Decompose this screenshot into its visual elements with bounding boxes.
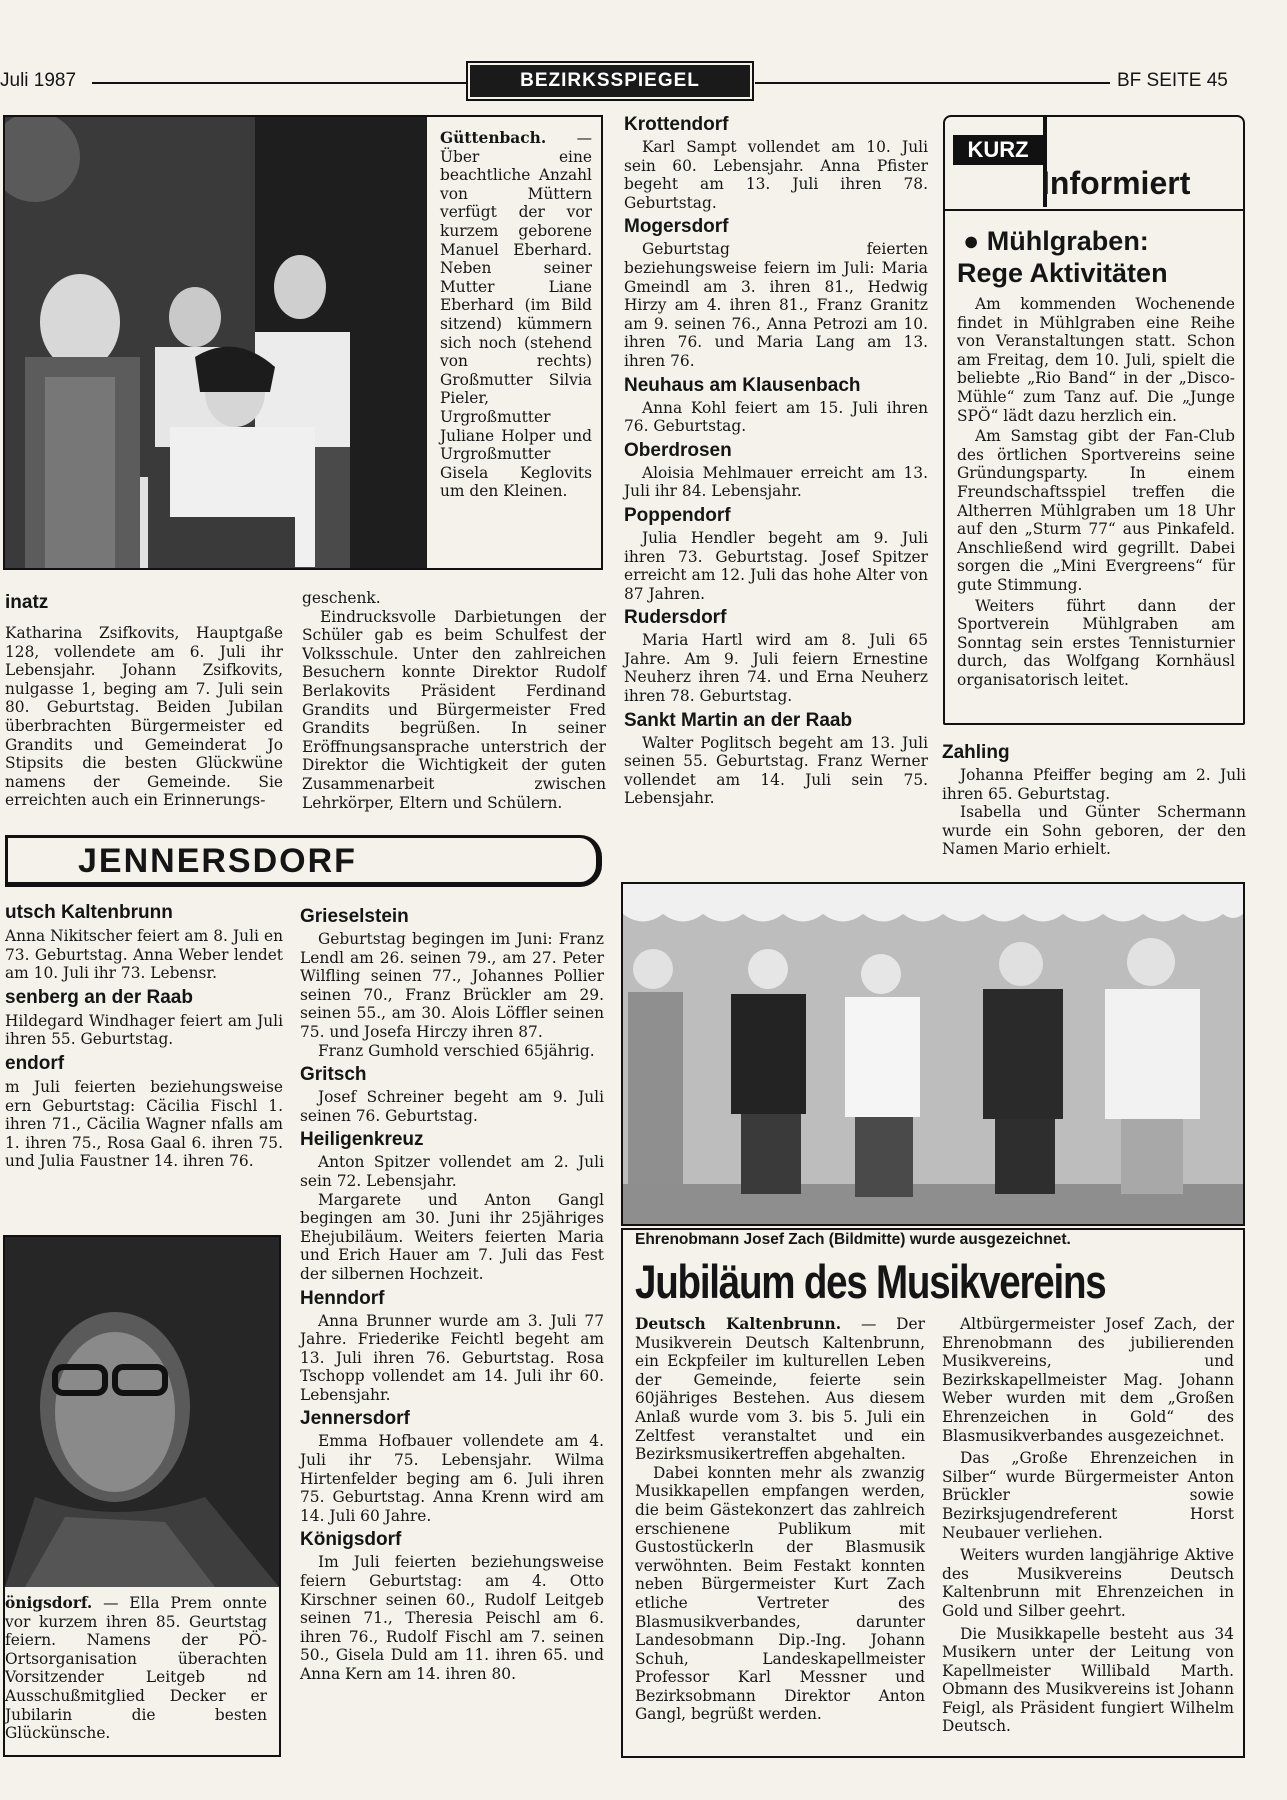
article-c2p3: Weiters wurden langjährige Aktive des Musikvereins Deutsch Kaltenbrunn mit Ehrenzeichen in Gold und Silber geehrt. [942,1546,1234,1620]
col3-entry-0 [624,114,928,212]
col2-heading: Heiligenkreuz [300,1129,424,1151]
caption-place: Güttenbach. [440,129,547,147]
col2-heading: Grieselstein [300,906,409,927]
mid-top-p2: Eindrucksvolle Darbietungen der Schüler gab es beim Schulfest der Volksschule. Unter den zahlreichen Besuchern konnte Direktor Rudolf Berlakovits Präsident Ferdinand Grandits und Bürgermeister Fred Grandits begrüßen. In seiner Eröffnungsansprache unterstrich der Direktor die Wichtigkeit der guten Zusammenarbeit zwischen Lehrkörper, Eltern und Schülern. [302,607,606,812]
kurz-p3: Weiters führt dann der Sportverein Mühlgraben am Sonntag sein erstes Tennisturnier durch, das Wolfgang Kornhäusl organisatorisch leitet. [957,596,1235,689]
col3-text: Maria Hartl wird am 8. Juli 65 Jahre. Am 9. Juli feiern Ernestine Neuherz ihren 74. und Erna Neuherz ihren 78. Geburtstag. [624,631,928,706]
portrait-photo-image [5,1237,279,1587]
article-headline: Jubiläum des Musikvereins [635,1255,1106,1308]
article-c2p4: Die Musikkapelle besteht aus 34 Musikern unter der Leitung von Kapellmeister Willibald Marth. Obmann des Musikvereins ist Johann Feigl, als Präsident fungiert Wilhelm Deutsch. [942,1624,1234,1736]
col2-entry-3 [300,1288,604,1405]
page-number: BF SEITE 45 [1117,70,1228,91]
col2-heading: Gritsch [300,1064,367,1086]
kurz-headline-2: Rege Aktivitäten [957,258,1168,288]
kurz-p2: Am Samstag gibt der Fan-Club des örtlichen Sportvereins seine Gründungsparty. In einem Freundschaftsspiel treffen die Altherren Mühlgraben um 18 Uhr auf den „Sturm 77“ aus Pinkafeld. Anschließend wird gegrillt. Dabei sorgen die „Mini Evergreens“ für gute Stimmung. [957,427,1235,594]
col2-heading: Jennersdorf [300,1408,410,1430]
col2-entry-4 [300,1408,604,1525]
zahling-p2: Isabella und Günter Schermann wurde ein Sohn geboren, der den Namen Mario erhielt. [942,803,1246,859]
article-c2p1: Altbürgermeister Josef Zach, der Ehrenobmann des jubilierenden Musikvereins, und Bezirkskapellmeister Mag. Johann Weber wurden mit dem „Großen Ehrenzeichen in Gold“ des Blasmusikverbandes ausgezeichnet. [942,1315,1234,1445]
photo-guettenbach-caption [440,129,592,501]
col3-text: Karl Sampt vollendet am 10. Juli sein 60. Lebensjahr. Anna Pfister begeht am 13. Juli ihren 78. Geburtstag. [624,138,928,212]
mid-top-p1: geschenk. [302,589,381,607]
col1-entry-2 [5,1053,283,1171]
photo-guettenbach [5,117,427,568]
col1-entry-1 [5,987,283,1049]
col2-para: Margarete und Anton Gangl begingen am 30. Juni ihr 25jähriges Ehejubiläum. Weiters feierten Maria und Erich Hauer am 7. Juli das Fest der silbernen Hochzeit. [300,1190,604,1283]
section-title: BEZIRKSSPIEGEL [470,65,750,97]
col3-heading: Rudersdorf [624,607,727,629]
left-top-text: Katharina Zsifkovits, Hauptgaße 128, vollendete am 6. Juli ihr Lebensjahr. Johann Zsifkovits, nulgasse 1, beging am 7. Juli sein 80. Geburtstag. Beiden Jubilan überbrachten Bürgermeister ed Grandits und Gemeinderat Jo Stipsits die besten Glückwüne namens der Gemeinde. Sie erreichten auch ein Erinnerungs- [5,624,283,810]
col1-heading: endorf [5,1052,65,1074]
photo-koenigsdorf-caption [5,1594,267,1743]
caption-place: önigsdorf. [5,1594,93,1612]
kurz-title: Informiert [1041,165,1191,201]
col3-text: Walter Poglitsch begeht am 13. Juli seinen 55. Geburtstag. Franz Werner vollendet am 14. Juli sein 75. Lebensjahr. [624,733,928,808]
col3-text: Geburtstag feierten beziehungsweise feiern im Juli: Maria Gmeindl am 3. ihren 81., Hedwig Hirzy am 4. ihren 81., Franz Granitz am 9. seinen 76., Anna Petrozi am 10. ihren 76. und Maria Lang am 13. ihren 76. [624,240,928,370]
col3-heading: Mogersdorf [624,216,729,238]
group-photo-image [623,884,1243,1224]
zahling-heading: Zahling [942,742,1010,763]
kurz-p1: Am kommenden Wochenende findet in Mühlgraben eine Reihe von Veranstaltungen statt. Schon am Freitag, dem 10. Juli, spielt die beliebte „Rio Band“ in der „Disco-Mühle“ zum Tanz auf. Die „Junge SPÖ“ lädt dazu herzlich ein. [957,295,1235,425]
photo-musikverein-caption: Ehrenobmann Josef Zach (Bildmitte) wurde ausgezeichnet. [635,1231,1071,1248]
kurz-body [957,295,1235,689]
col3-heading: Poppendorf [624,504,731,526]
col2-heading: Henndorf [300,1287,385,1309]
col3-entry-3 [624,440,928,501]
col3-text: Aloisia Mehlmauer erreicht am 13. Juli ihr 84. Lebensjahr. [624,463,928,501]
col2-para: Emma Hofbauer vollendete am 4. Juli ihr 75. Lebensjahr. Wilma Hirtenfelder beging am 6. Juli ihren 75. Geburtstag. Anna Krenn wird am 14. Juli 60 Jahre. [300,1432,604,1525]
photo-musikverein [623,884,1243,1224]
col1-text: m Juli feierten beziehungsweise ern Geburtstag: Cäcilia Fischl 1. ihren 71., Cäcilia Wagner nfalls am 1. ihren 75., Rosa Gaal 6. ihren 75. und Julia Faustner 14. ihren 76. [5,1077,283,1171]
article-c1p1 [635,1315,925,1464]
col2-para: Anna Brunner wurde am 3. Juli 77 Jahre. Friederike Feichtl begeht am 13. Juli ihren 76. Geburtstag. Rosa Tschopp vollendet am 14. Juli ihr 60. Lebensjahr. [300,1311,604,1404]
col1-bottom [5,898,283,1171]
article-lead: — Der Musikverein Deutsch Kaltenbrunn, ein Eckpfeiler im kulturellen Leben der Gemeinde, feierte sein 60jähriges Bestehen. Aus diesem Anlaß wurde vom 3. bis 5. Juli ein Zeltfest veranstaltet und ein Bezirksmusikertreffen abgehalten. [635,1315,925,1464]
col3-entry-5 [624,607,928,705]
col2-entry-5 [300,1529,604,1683]
mid-top-column [302,589,606,812]
col3-heading: Neuhaus am Klausenbach [624,374,861,396]
article-place: Deutsch Kaltenbrunn. [635,1315,842,1333]
col2-entry-2 [300,1129,604,1283]
article-col2 [942,1315,1234,1736]
col1-text: Hildegard Windhager feiert am Juli ihren 55. Geburtstag. [5,1011,283,1049]
kurz-informiert-box [943,115,1245,725]
col2-bottom [300,902,604,1684]
kurz-badge: KURZ [953,135,1043,165]
zahling-p1: Johanna Pfeiffer beging am 2. Juli ihren 65. Geburtstag. [942,766,1246,803]
col3-column [624,110,928,808]
col2-para: Im Juli feierten beziehungsweise feiern Geburtstag: am 4. Otto Kirschner seinen 60., Rudolf Leitgeb seinen 71., Theresia Peischl am 6. ihren 76., Rudolf Fischl am 7. seinen 50., Gisela Duld am 11. ihren 65. und Anna Kern am 14. ihren 80. [300,1553,604,1683]
family-photo-image [5,117,427,568]
col3-heading: Oberdrosen [624,439,732,461]
col1-heading: utsch Kaltenbrunn [5,902,173,923]
col3-entry-1 [624,216,928,370]
jennersdorf-banner: JENNERSDORF [5,835,602,887]
col2-para: Josef Schreiner begeht am 9. Juli seinen 76. Geburtstag. [300,1088,604,1125]
caption-text: — Über eine beachtliche Anzahl von Müttern verfügt der vor kurzem geborene Manuel Eberhard. Neben seiner Mutter Liane Eberhard (im Bild sitzend) kümmern sich noch (stehend von rechts) Großmutter Silvia Pieler, Urgroßmutter Juliane Holper und Urgroßmutter Gisela Keglovits um den Kleinen. [440,129,592,501]
kurz-header-rule [945,209,1243,211]
left-top-heading: inatz [5,592,49,613]
article-c1p2: Dabei konnten mehr als zwanzig Musikkapellen empfangen werden, die beim Gästekonzert das zahlreich erschienene Publikum mit Gustostückerln der Blasmusik verwöhnten. Beim Festakt konnten neben Bürgermeister Kurt Zach etliche Vertreter des Blasmusikverbandes, darunter Landesobmann Dip.-Ing. Johann Schuh, Landeskapellmeister Professor Karl Messner und Bezirksobmann Direktor Anton Gangl, begrüßt werden. [635,1463,925,1724]
photo-koenigsdorf [5,1237,279,1587]
col2-para: Franz Gumhold verschied 65jährig. [318,1041,595,1060]
header-rule-left [92,82,467,84]
col3-entry-4 [624,505,928,603]
col2-heading: Königsdorf [300,1529,402,1551]
col2-para: Anton Spitzer vollendet am 2. Juli sein 72. Lebensjahr. [300,1153,604,1190]
kurz-headline-1: ● Mühlgraben: [963,226,1149,256]
col3-heading: Krottendorf [624,114,729,135]
col3-heading: Sankt Martin an der Raab [624,709,853,731]
col3-text: Julia Hendler begeht am 9. Juli ihren 73. Geburtstag. Josef Spitzer erreicht am 12. Juli das hohe Alter von 87 Jahren. [624,528,928,603]
col2-para: Geburtstag begingen im Juni: Franz Lendl am 26. seinen 79., am 27. Peter Wilfling seinen 77., Johannes Pollier seinen 70., Franz Brückler am 29. seinen 55., am 30. Alois Löffler seinen 75. und Josefa Hirczy ihren 87. [300,930,604,1041]
article-col1 [635,1315,925,1724]
left-top-column [5,588,283,810]
col3-text: Anna Kohl feiert am 15. Juli ihren 76. Geburtstag. [624,398,928,436]
col2-entry-1 [300,1064,604,1125]
col3-entry-6 [624,710,928,808]
header-rule-right [755,82,1110,84]
col2-entry-0 [300,906,604,1060]
header-date: Juli 1987 [0,70,77,91]
col1-text: Anna Nikitscher feiert am 8. Juli en 73. Geburtstag. Anna Weber lendet am 10. Juli ihr 73. Lebensr. [5,927,283,983]
zahling-section [942,738,1246,859]
col1-entry-0 [5,902,283,983]
article-c2p2: Das „Große Ehrenzeichen in Silber“ wurde Bürgermeister Anton Brückler sowie Bezirksjugendreferent Horst Neubauer verliehen. [942,1449,1234,1542]
caption-text: — Ella Prem onnte vor kurzem ihren 85. Geurtstag feiern. Namens der PÖ-Ortsorganisation überachten Vorsitzender Leitgeb nd Ausschußmitglied Decker er Jubilarin die besten Glückünsche. [5,1594,267,1743]
col1-heading: senberg an der Raab [5,986,193,1008]
col3-entry-2 [624,375,928,436]
